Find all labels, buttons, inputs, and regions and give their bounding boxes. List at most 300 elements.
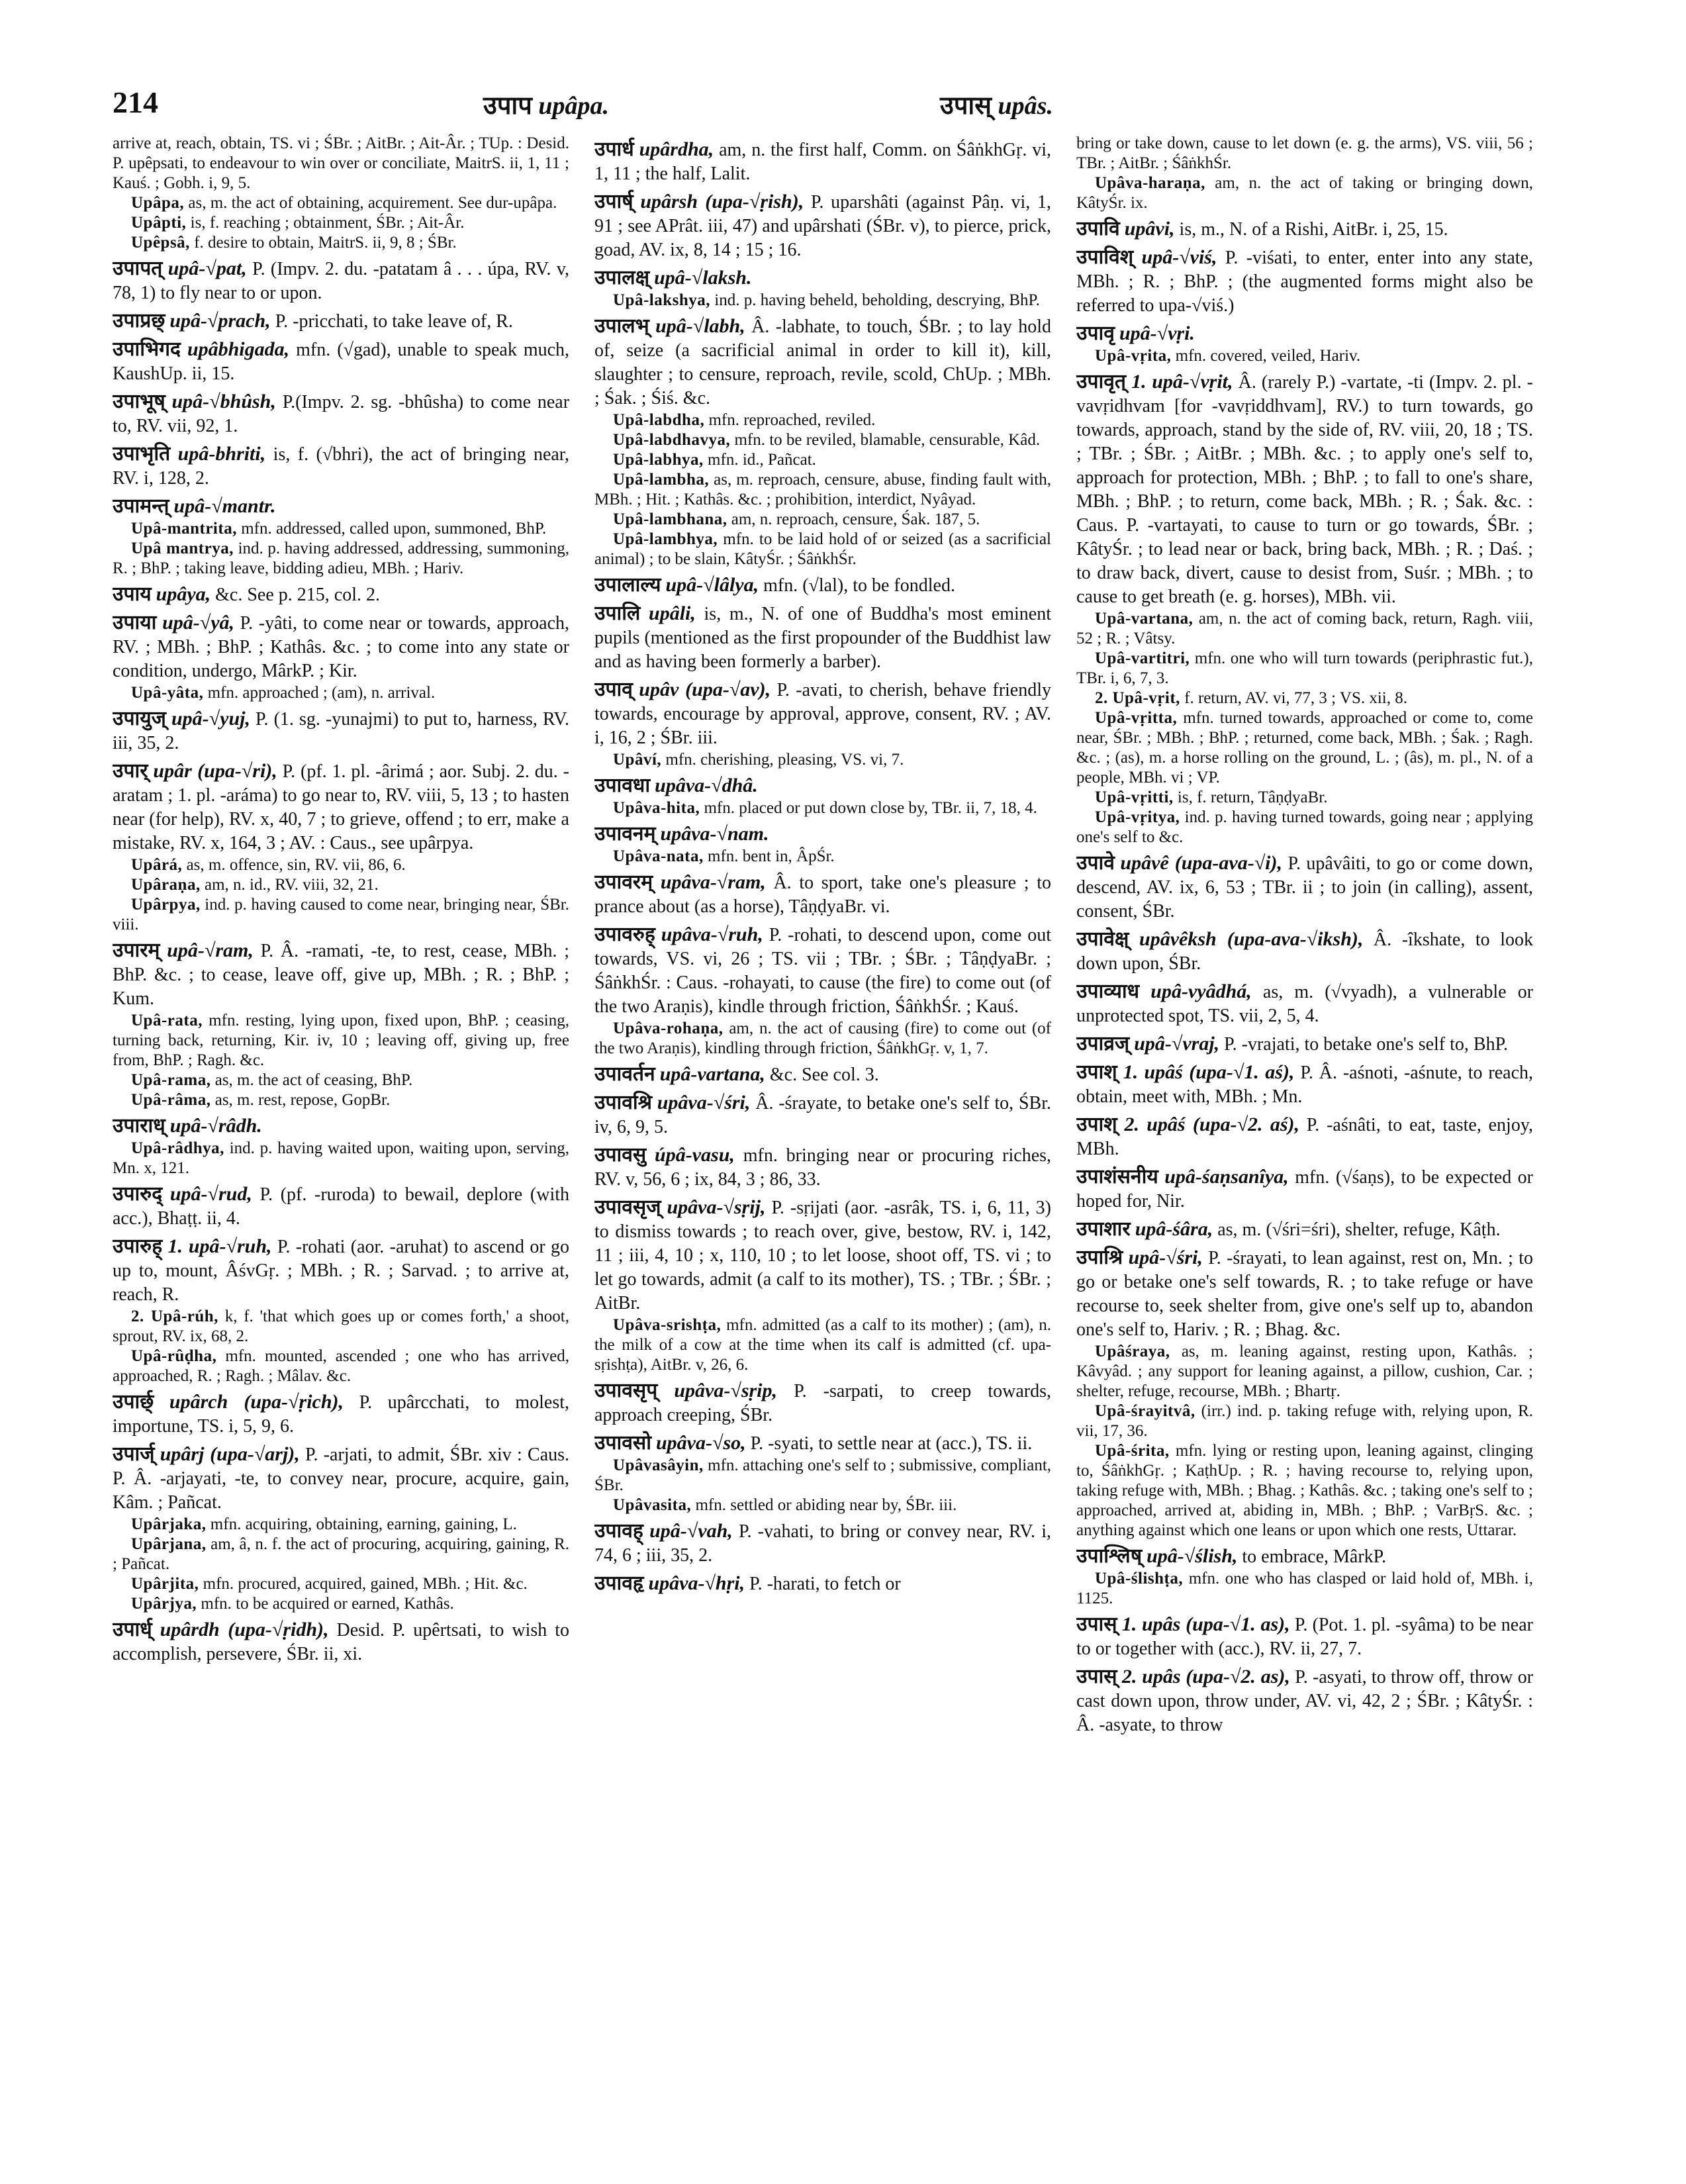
entry-definition: as, m. (√vyadh), a vulnerable or unprotected spot, TS. vii, 2, 5, 4. bbox=[1076, 982, 1533, 1026]
entry-definition: mfn. lying or resting upon, leaning against, clinging to, ŚâṅkhGṛ. ; KaṭhUp. ; R. ; having recourse to, relying upon, taking refuge with, MBh. ; Bhag. ; Kathâs. &c. ; taking one's self to ; approached, arrived at, abiding in, MBh. ; BhP. ; VarBṛS. &c. ; anything against which one leans or upon which one rests, Uttarar. bbox=[1076, 1442, 1533, 1539]
dictionary-page bbox=[113, 85, 1536, 2150]
sub-entry bbox=[1076, 346, 1533, 366]
headword-transliteration: upâvê (upa-ava-√i), bbox=[1120, 852, 1282, 874]
headword-devanagari: उपालि bbox=[594, 602, 641, 625]
headword-devanagari: उपाय bbox=[113, 583, 152, 606]
entry-definition: P. -yâti, to come near or towards, approach, RV. ; MBh. ; BhP. ; Kathâs. &c. ; to come into any state or condition, undergo, MârkP. ; Kir. bbox=[113, 613, 569, 681]
dictionary-entry bbox=[113, 939, 569, 1011]
dictionary-entry bbox=[1076, 217, 1533, 242]
entry-definition: am, n. the first half, Comm. on ŚâṅkhGṛ. vi, 1, 11 ; the half, Lalit. bbox=[594, 140, 1051, 184]
sub-entry-headword: Upâ-śrita, bbox=[1095, 1442, 1170, 1460]
sub-entry-headword: Upâpti, bbox=[131, 214, 187, 232]
headword-transliteration: upâ-√yâ, bbox=[162, 612, 235, 634]
sub-entry bbox=[113, 519, 569, 539]
sub-entry bbox=[113, 1515, 569, 1535]
entry-definition: P. (pf. 1. pl. -ârimá ; aor. Subj. 2. du. -aratam ; 1. pl. -aráma) to go near to, RV. viii, 5, 13 ; to hasten near (for help), RV. x, 40, 7 ; to grieve, offend ; to err, make a mistake, RV. x, 164, 3 ; AV. : Caus., see upârpya. bbox=[113, 761, 569, 853]
headword-devanagari: उपावृ bbox=[1076, 322, 1115, 345]
dictionary-entry bbox=[113, 583, 569, 607]
sub-entry-headword: Upêpsâ, bbox=[131, 234, 190, 252]
headword-transliteration: upâva-√hṛi, bbox=[648, 1572, 745, 1594]
dictionary-entry bbox=[113, 707, 569, 755]
headword-devanagari: उपावहृ bbox=[594, 1572, 644, 1595]
headword-transliteration: upâ-√vṛi. bbox=[1119, 322, 1195, 344]
sub-entry bbox=[594, 510, 1051, 530]
sub-entry-headword: Upârjana, bbox=[131, 1535, 207, 1553]
headword-transliteration: upâ-√lâlya, bbox=[665, 574, 759, 596]
dictionary-entry bbox=[594, 1519, 1051, 1568]
running-head-right-transliteration: upâs. bbox=[998, 92, 1053, 120]
headword-devanagari: उपावसृप् bbox=[594, 1379, 658, 1402]
headword-transliteration: upâ-√vraj, bbox=[1134, 1033, 1220, 1055]
headword-transliteration: 1. upâś (upa-√1. aś), bbox=[1123, 1061, 1295, 1083]
dictionary-entry bbox=[1076, 851, 1533, 924]
headword-devanagari: उपामन्त् bbox=[113, 495, 169, 518]
headword-devanagari: उपावेक्ष् bbox=[1076, 927, 1129, 951]
headword-devanagari: उपार्छ् bbox=[113, 1390, 154, 1413]
headword-transliteration: upâva-√sṛij, bbox=[667, 1196, 766, 1218]
sub-entry bbox=[1076, 808, 1533, 847]
column-3 bbox=[1076, 134, 1533, 2146]
dictionary-entry bbox=[113, 611, 569, 683]
headword-transliteration: upâ-√śri, bbox=[1128, 1247, 1203, 1268]
sub-entry-headword: Upâ-vṛitti, bbox=[1095, 788, 1174, 806]
dictionary-entry bbox=[594, 822, 1051, 847]
sub-entry bbox=[594, 291, 1051, 310]
entry-definition: P.(Impv. 2. sg. -bhûsha) to come near to, RV. vii, 92, 1. bbox=[113, 392, 569, 436]
sub-entry-headword: Upâvasâyin, bbox=[613, 1456, 704, 1474]
entry-definition: as, m. rest, repose, GopBr. bbox=[214, 1091, 391, 1109]
entry-definition: is, m., N. of a Rishi, AitBr. i, 25, 15. bbox=[1179, 219, 1448, 240]
headword-transliteration: upâ-bhriti, bbox=[177, 443, 266, 465]
dictionary-entry bbox=[1076, 1613, 1533, 1661]
entry-definition: (irr.) ind. p. taking refuge with, relying upon, R. vii, 17, 36. bbox=[1076, 1402, 1533, 1440]
dictionary-entry bbox=[113, 309, 569, 334]
entry-definition: am, n. the act of causing (fire) to come out (of the two Araṇis), kindling through friction, ŚâṅkhGṛ. v, 1, 7. bbox=[594, 1020, 1051, 1057]
sub-entry-headword: Upâ-śrayitvâ, bbox=[1095, 1402, 1195, 1420]
headword-devanagari: उपावनम् bbox=[594, 822, 656, 845]
headword-devanagari: उपारम् bbox=[113, 939, 160, 962]
headword-transliteration: úpâ-vasu, bbox=[655, 1144, 735, 1166]
headword-devanagari: उपाप्रछ् bbox=[113, 309, 165, 332]
headword-transliteration: upâ-√râdh. bbox=[169, 1115, 262, 1137]
dictionary-entry bbox=[594, 1143, 1051, 1192]
sub-entry bbox=[113, 213, 569, 233]
entry-definition: Â. to sport, take one's pleasure ; to prance about (as a horse), TâṇḍyaBr. vi. bbox=[594, 873, 1051, 917]
headword-devanagari: उपाशार bbox=[1076, 1217, 1131, 1241]
dictionary-entry bbox=[594, 314, 1051, 410]
dictionary-entry bbox=[113, 1114, 569, 1139]
headword-transliteration: upâvi, bbox=[1124, 218, 1175, 240]
headword-transliteration: upâ-√labh, bbox=[655, 315, 745, 337]
headword-transliteration: upâ-vyâdhá, bbox=[1150, 980, 1252, 1002]
sub-entry bbox=[113, 1090, 569, 1110]
column-1 bbox=[113, 134, 569, 2146]
dictionary-entry bbox=[594, 1379, 1051, 1427]
entry-definition: as, m. the act of obtaining, acquirement. See dur-upâpa. bbox=[188, 194, 557, 212]
running-head-right-devanagari: उपास् bbox=[940, 91, 992, 120]
entry-definition: as, m. reproach, censure, abuse, finding fault with, MBh. ; Hit. ; Kathâs. &c. ; prohibition, interdict, Nyâyad. bbox=[594, 471, 1051, 508]
headword-transliteration: upârsh (upa-√ṛish), bbox=[640, 191, 804, 213]
headword-transliteration: upâ-śaṇsanîya, bbox=[1164, 1166, 1289, 1188]
dictionary-entry bbox=[1076, 1113, 1533, 1161]
sub-entry bbox=[1076, 173, 1533, 213]
dictionary-entry bbox=[594, 266, 1051, 291]
sub-entry bbox=[113, 683, 569, 703]
sub-entry-headword: Upâ-lambhya, bbox=[613, 530, 718, 548]
headword-devanagari: उपाभूष् bbox=[113, 390, 165, 413]
dictionary-entry bbox=[1076, 980, 1533, 1028]
headword-transliteration: upâv (upa-√av), bbox=[639, 679, 771, 700]
dictionary-entry bbox=[594, 774, 1051, 798]
sub-entry-headword: Upâvasita, bbox=[613, 1496, 692, 1514]
headword-transliteration: upâ-√rud, bbox=[169, 1183, 252, 1205]
headword-devanagari: उपारुद् bbox=[113, 1182, 163, 1206]
headword-transliteration: upâ-√pat, bbox=[167, 258, 247, 279]
sub-entry-headword: Upâ-ślishṭa, bbox=[1095, 1570, 1184, 1588]
sub-entry bbox=[1076, 1342, 1533, 1401]
sub-entry bbox=[1076, 788, 1533, 808]
dictionary-entry bbox=[113, 442, 569, 491]
entry-definition: mfn. (√lal), to be fondled. bbox=[763, 575, 955, 596]
entry-definition: Â. -îkshate, to look down upon, ŚBr. bbox=[1076, 929, 1533, 974]
sub-entry-headword: 2. Upâ-vṛit, bbox=[1095, 689, 1180, 707]
sub-entry-headword: Upâ-rûḍha, bbox=[131, 1347, 217, 1365]
entry-definition: P. -śrayati, to lean against, rest on, Mn. ; to go or betake one's self towards, R. ; to take refuge or have recourse to, seek shelter from, give one's self up to, abandon one's self to, Hariv. ; R. ; Bhag. &c. bbox=[1076, 1248, 1533, 1340]
entry-definition: P. -harati, to fetch or bbox=[749, 1574, 901, 1594]
sub-entry bbox=[1076, 649, 1533, 688]
entry-definition: mfn. to be acquired or earned, Kathâs. bbox=[201, 1595, 454, 1613]
headword-transliteration: 1. upâ-√ruh, bbox=[167, 1235, 272, 1257]
headword-devanagari: उपावश्रि bbox=[594, 1091, 652, 1114]
headword-transliteration: upâvêksh (upa-ava-√iksh), bbox=[1139, 928, 1364, 950]
headword-devanagari: उपास् bbox=[1076, 1665, 1117, 1688]
dictionary-entry bbox=[594, 1091, 1051, 1139]
dictionary-entry bbox=[1076, 1165, 1533, 1213]
sub-entry bbox=[113, 233, 569, 253]
entry-definition: is, f. return, TâṇḍyaBr. bbox=[1177, 788, 1328, 806]
sub-entry-headword: Upâ-vartana, bbox=[1095, 610, 1194, 628]
headword-devanagari: उपाभिगद bbox=[113, 338, 181, 361]
entry-definition: P. (1. sg. -yunajmi) to put to, harness, RV. iii, 35, 2. bbox=[113, 709, 569, 753]
headword-devanagari: उपाशंसनीय bbox=[1076, 1165, 1158, 1188]
sub-entry-headword: Upârjya, bbox=[131, 1595, 197, 1613]
sub-entry bbox=[113, 1011, 569, 1070]
sub-entry bbox=[1076, 1569, 1533, 1609]
sub-entry-headword: Upârá, bbox=[131, 856, 183, 874]
dictionary-entry bbox=[594, 602, 1051, 674]
entry-definition: mfn. mounted, ascended ; one who has arrived, approached, R. ; Ragh. ; Mâlav. &c. bbox=[113, 1347, 569, 1385]
headword-devanagari: उपापत् bbox=[113, 257, 163, 280]
dictionary-entry bbox=[1076, 927, 1533, 976]
entry-definition: ind. p. having addressed, addressing, summoning, R. ; BhP. ; taking leave, bidding adieu, MBh. ; Hariv. bbox=[113, 540, 569, 577]
page-header bbox=[113, 85, 1536, 131]
column-container bbox=[113, 134, 1536, 2146]
headword-devanagari: उपावसो bbox=[594, 1431, 651, 1454]
headword-transliteration: upâ-√yuj, bbox=[171, 708, 250, 730]
entry-definition: P. -vrajati, to betake one's self to, BhP. bbox=[1224, 1034, 1509, 1055]
entry-definition: P. Â. -ramati, -te, to rest, cease, MBh. ; BhP. &c. ; to cease, leave off, give up, MBh. ; R. ; BhP. ; Kum. bbox=[113, 941, 569, 1009]
headword-devanagari: उपालभ् bbox=[594, 314, 649, 338]
headword-transliteration: upâya, bbox=[156, 583, 211, 605]
headword-transliteration: 1. upâ-√vṛit, bbox=[1131, 371, 1233, 393]
dictionary-entry bbox=[1076, 1665, 1533, 1737]
sub-entry-headword: Upâ-labdhavya, bbox=[613, 431, 731, 449]
sub-entry bbox=[594, 1456, 1051, 1496]
headword-transliteration: 1. upâs (upa-√1. as), bbox=[1121, 1613, 1290, 1635]
headword-devanagari: उपालक्ष् bbox=[594, 266, 650, 289]
entry-definition: as, m. offence, sin, RV. vii, 86, 6. bbox=[186, 856, 406, 874]
entry-definition: f. return, AV. vi, 77, 3 ; VS. xii, 8. bbox=[1184, 689, 1407, 707]
headword-transliteration: upâ-śâra, bbox=[1135, 1218, 1213, 1240]
sub-entry-headword: Upârpya, bbox=[131, 896, 201, 914]
entry-definition: P. -vahati, to bring or convey near, RV. i, 74, 6 ; iii, 35, 2. bbox=[594, 1521, 1051, 1566]
dictionary-entry bbox=[113, 390, 569, 438]
sub-entry-headword: Upâ-vṛitta, bbox=[1095, 709, 1178, 727]
dictionary-entry bbox=[113, 338, 569, 386]
sub-entry bbox=[113, 1070, 569, 1090]
entry-definition: as, m. (√śri=śri), shelter, refuge, Kâṭh. bbox=[1217, 1219, 1501, 1240]
dictionary-entry bbox=[594, 1063, 1051, 1087]
headword-devanagari: उपार्ष् bbox=[594, 190, 633, 213]
dictionary-entry bbox=[1076, 1032, 1533, 1057]
headword-transliteration: upâ-√ślish, bbox=[1147, 1545, 1238, 1567]
headword-transliteration: upâli, bbox=[649, 602, 696, 624]
entry-definition: P. -asyati, to throw off, throw or cast down upon, throw under, AV. vi, 42, 2 ; ŚBr. ; KâtyŚr. : Â. -asyate, to throw bbox=[1076, 1667, 1533, 1735]
headword-devanagari: उपार्ध् bbox=[113, 1618, 152, 1641]
entry-definition: P. -arjati, to admit, ŚBr. xiv : Caus. P. Â. -arjayati, -te, to convey near, procure, acquire, gain, Kâm. ; Pañcat. bbox=[113, 1445, 569, 1513]
sub-entry-headword: Upâ-vṛita, bbox=[1095, 347, 1172, 365]
entry-definition: P. uparshâti (against Pâṇ. vi, 1, 91 ; see APrât. iii, 47) and upârshati (ŚBr. v), to pierce, prick, goad, AV. ix, 8, 14 ; 15 ; 16. bbox=[594, 192, 1051, 260]
entry-definition: mfn. approached ; (am), n. arrival. bbox=[207, 684, 436, 702]
headword-devanagari: उपावरुह् bbox=[594, 923, 655, 946]
dictionary-entry bbox=[594, 190, 1051, 262]
entry-definition: P. -aśnâti, to eat, taste, enjoy, MBh. bbox=[1076, 1115, 1533, 1159]
sub-entry bbox=[594, 750, 1051, 770]
entry-definition: f. desire to obtain, MaitrS. ii, 9, 8 ; ŚBr. bbox=[194, 234, 457, 252]
entry-definition: P. -rohati, to descend upon, come out towards, VS. vi, 26 ; TS. vii ; TBr. ; ŚBr. ; TâṇḍyaBr. ; ŚâṅkhŚr. : Caus. -rohayati, to cause (the fire) to come out (of the two Araṇis), kindle through friction, ŚâṅkhŚr. ; Kauś. bbox=[594, 925, 1051, 1017]
dictionary-entry bbox=[594, 1431, 1051, 1456]
headword-transliteration: upâva-√sṛip, bbox=[674, 1380, 777, 1401]
sub-entry bbox=[594, 450, 1051, 470]
entry-definition: mfn. bringing near or procuring riches, RV. v, 56, 6 ; ix, 84, 3 ; 86, 33. bbox=[594, 1145, 1051, 1190]
headword-transliteration: upârj (upa-√arj), bbox=[160, 1443, 300, 1465]
headword-devanagari: उपावे bbox=[1076, 851, 1115, 875]
sub-entry-headword: Upâ-vṛitya, bbox=[1095, 808, 1180, 826]
entry-definition: am, n. id., RV. viii, 32, 21. bbox=[204, 876, 379, 894]
headword-transliteration: 2. upâś (upa-√2. aś), bbox=[1124, 1114, 1299, 1135]
sub-entry-headword: Upâ-labdha, bbox=[613, 411, 705, 429]
sub-entry-headword: Upâva-rohaṇa, bbox=[613, 1020, 724, 1037]
sub-entry-headword: Upâpa, bbox=[131, 194, 185, 212]
entry-definition: is, f. (√bhri), the act of bringing near, RV. i, 128, 2. bbox=[113, 444, 569, 489]
dictionary-entry bbox=[594, 138, 1051, 186]
entry-definition: Â. (rarely P.) -vartate, -ti (Impv. 2. pl. -vavṛidhvam [for -vavṛiddhvam], RV.) to turn towards, go towards, approach, stand by the side of, RV. viii, 20, 18 ; TS. ; TBr. ; ŚBr. ; AitBr. ; MBh. &c. ; to apply one's self to, approach for protection, MBh. ; BhP. ; to fall to one's share, MBh. ; BhP. ; to return, come back, MBh. ; R. ; Śak. &c. : Caus. P. -vartayati, to cause to turn or go towards, ŚBr. ; KâtyŚr. ; to lead near or back, bring back, MBh. ; R. ; Daś. ; to draw back, divert, cause to desist from, Suśr. ; MBh. ; to cause to get breath (e. g. horses), MBh. vii. bbox=[1076, 372, 1533, 607]
entry-definition: mfn. admitted (as a calf to its mother) ; (am), n. the milk of a cow at the time when its calf is admitted (cf. upa-sṛishṭa), AitBr. v, 26, 6. bbox=[594, 1316, 1051, 1374]
dictionary-entry bbox=[113, 495, 569, 519]
sub-entry bbox=[113, 1347, 569, 1386]
sub-entry bbox=[594, 1019, 1051, 1059]
headword-transliteration: upâr (upa-√ri), bbox=[153, 760, 277, 782]
headword-transliteration: upâbhigada, bbox=[187, 338, 290, 360]
headword-devanagari: उपावह् bbox=[594, 1519, 643, 1543]
headword-devanagari: उपाव्याध bbox=[1076, 980, 1140, 1003]
entry-definition: ind. p. having caused to come near, bringing near, ŚBr. viii. bbox=[113, 896, 569, 933]
headword-transliteration: upâva-√ram, bbox=[660, 871, 766, 893]
headword-transliteration: upâva-√śri, bbox=[657, 1092, 751, 1114]
entry-definition: P. -sṛijati (aor. -asrâk, TS. i, 6, 11, 3) to dismiss towards ; to reach over, give, bestow, RV. i, 142, 11 ; iii, 4, 10 ; x, 110, 10 ; to let loose, shoot off, TS. vi ; to let go towards, admit (a calf to its mother), TS. ; TBr. ; ŚBr. ; AitBr. bbox=[594, 1198, 1051, 1313]
entry-definition: mfn. to be reviled, blamable, censurable, Kâd. bbox=[734, 431, 1041, 449]
headword-devanagari: उपावसृज् bbox=[594, 1196, 661, 1219]
sub-entry bbox=[594, 430, 1051, 450]
sub-entry-headword: Upâ-labhya, bbox=[613, 451, 704, 469]
sub-entry-headword: Upârjita, bbox=[131, 1575, 199, 1593]
sub-entry bbox=[594, 1496, 1051, 1515]
sub-entry-headword: Upâ-râma, bbox=[131, 1091, 211, 1109]
dictionary-entry bbox=[594, 923, 1051, 1019]
entry-definition: mfn. reproached, reviled. bbox=[708, 411, 876, 429]
entry-definition: am, n. reproach, censure, Śak. 187, 5. bbox=[731, 510, 980, 528]
headword-devanagari: उपावधा bbox=[594, 774, 651, 797]
headword-devanagari: उपार् bbox=[113, 759, 148, 783]
dictionary-entry bbox=[113, 1235, 569, 1307]
sub-entry bbox=[594, 530, 1051, 569]
entry-definition: mfn. to be laid hold of or seized (as a sacrificial animal) ; to be slain, KâtyŚr. ; ŚâṅkhŚr. bbox=[594, 530, 1051, 568]
dictionary-entry bbox=[594, 678, 1051, 750]
headword-devanagari: उपावर्तन bbox=[594, 1063, 655, 1086]
sub-entry bbox=[113, 1535, 569, 1574]
entry-definition: am, n. the act of taking or bringing down, KâtyŚr. ix. bbox=[1076, 174, 1533, 212]
headword-transliteration: upâ-√prach, bbox=[169, 310, 271, 332]
sub-entry-headword: Upâva-nata, bbox=[613, 847, 704, 865]
sub-entry bbox=[594, 798, 1051, 818]
entry-definition: is, m., N. of one of Buddha's most eminent pupils (mentioned as the first propounder of the Buddhist law and as having been formerly a barber). bbox=[594, 604, 1051, 672]
entry-definition: P. (pf. -ruroda) to bewail, deplore (with acc.), Bhaṭṭ. ii, 4. bbox=[113, 1184, 569, 1229]
entry-definition: mfn. id., Pañcat. bbox=[708, 451, 816, 469]
column-2 bbox=[594, 134, 1051, 2146]
entry-definition: mfn. procured, acquired, gained, MBh. ; Hit. &c. bbox=[203, 1575, 528, 1593]
headword-devanagari: उपास् bbox=[1076, 1613, 1117, 1636]
dictionary-entry bbox=[113, 1182, 569, 1231]
headword-transliteration: upâva-√nam. bbox=[660, 823, 769, 845]
headword-transliteration: upâva-√so, bbox=[655, 1432, 746, 1454]
headword-transliteration: upâ-√mantr. bbox=[173, 495, 276, 517]
entry-definition: mfn. bent in, ÂpŚr. bbox=[708, 847, 835, 865]
entry-definition: Â. -śrayate, to betake one's self to, ŚBr. iv, 6, 9, 5. bbox=[594, 1093, 1051, 1137]
headword-transliteration: upâ-√viś, bbox=[1141, 246, 1217, 268]
sub-entry bbox=[113, 193, 569, 213]
entry-definition: am, n. the act of coming back, return, Ragh. viii, 52 ; R. ; Vâtsy. bbox=[1076, 610, 1533, 647]
headword-transliteration: upâva-√ruh, bbox=[661, 924, 763, 945]
headword-devanagari: उपाश्रि bbox=[1076, 1246, 1123, 1269]
headword-devanagari: उपाव्रज् bbox=[1076, 1032, 1130, 1055]
entry-definition: ind. p. having turned towards, going near ; applying one's self to &c. bbox=[1076, 808, 1533, 846]
entry-definition: mfn. addressed, called upon, summoned, BhP. bbox=[241, 520, 547, 538]
entry-definition: mfn. acquiring, obtaining, earning, gaining, L. bbox=[210, 1515, 517, 1533]
sub-entry-headword: 2. Upâ-rúh, bbox=[131, 1307, 218, 1325]
entry-continuation: bring or take down, cause to let down (e. g. the arms), VS. viii, 56 ; TBr. ; AitBr. ; ŚâṅkhŚr. bbox=[1076, 134, 1533, 172]
entry-definition: P. -rohati (aor. -aruhat) to ascend or go up to, mount, ÂśvGṛ. ; MBh. ; R. ; Sarvad. ; to arrive at, reach, R. bbox=[113, 1237, 569, 1305]
entry-definition: P. -sarpati, to creep towards, approach creeping, ŚBr. bbox=[594, 1381, 1051, 1425]
entry-definition: k, f. 'that which goes up or comes forth,' a shoot, sprout, RV. ix, 68, 2. bbox=[113, 1307, 569, 1345]
entry-definition: mfn. covered, veiled, Hariv. bbox=[1175, 347, 1361, 365]
dictionary-entry bbox=[594, 1572, 1051, 1596]
sub-entry bbox=[1076, 688, 1533, 708]
dictionary-entry bbox=[113, 1618, 569, 1666]
sub-entry bbox=[1076, 1441, 1533, 1541]
entry-definition: mfn. attaching one's self to ; submissive, compliant, ŚBr. bbox=[594, 1456, 1051, 1494]
sub-entry bbox=[113, 895, 569, 935]
sub-entry-headword: Upâ-râdhya, bbox=[131, 1139, 224, 1157]
headword-devanagari: उपायुज् bbox=[113, 707, 166, 730]
headword-devanagari: उपालाल्य bbox=[594, 573, 661, 596]
headword-devanagari: उपाव् bbox=[594, 678, 633, 701]
entry-definition: is, f. reaching ; obtainment, ŚBr. ; Ait-Âr. bbox=[190, 214, 465, 232]
headword-devanagari: उपाराध् bbox=[113, 1114, 165, 1137]
entry-definition: P. Â. -aśnoti, -aśnute, to reach, obtain, meet with, MBh. ; Mn. bbox=[1076, 1063, 1533, 1107]
sub-entry-headword: Upâ-lambhana, bbox=[613, 510, 727, 528]
headword-transliteration: upârdha, bbox=[639, 138, 714, 160]
headword-transliteration: 2. upâs (upa-√2. as), bbox=[1121, 1666, 1290, 1687]
sub-entry bbox=[113, 855, 569, 875]
sub-entry-headword: Upâva-srishṭa, bbox=[613, 1316, 722, 1334]
headword-transliteration: upâva-√dhâ. bbox=[655, 775, 758, 796]
sub-entry-headword: Upâ-mantrita, bbox=[131, 520, 237, 538]
entry-definition: mfn. (√śaṇs), to be expected or hoped for, Nir. bbox=[1076, 1167, 1533, 1211]
entry-definition: as, m. the act of ceasing, BhP. bbox=[214, 1071, 413, 1089]
entry-definition: mfn. turned towards, approached or come to, come near, ŚBr. ; MBh. ; BhP. ; returned, come back, MBh. ; Śak. ; Ragh. &c. ; (as), m. a horse rolling on the ground, L. ; (âs), m. pl., N. of a people, MBh. vi ; VP. bbox=[1076, 709, 1533, 786]
sub-entry bbox=[594, 847, 1051, 867]
entry-definition: mfn. settled or abiding near by, ŚBr. iii. bbox=[695, 1496, 957, 1514]
running-head-right bbox=[940, 87, 1053, 122]
dictionary-entry bbox=[594, 1196, 1051, 1315]
dictionary-entry bbox=[1076, 1544, 1533, 1569]
headword-transliteration: upâ-√ram, bbox=[167, 939, 254, 961]
entry-definition: mfn. placed or put down close by, TBr. ii, 7, 18, 4. bbox=[704, 799, 1037, 817]
sub-entry bbox=[113, 539, 569, 579]
entry-definition: P. upâvâiti, to go or come down, descend, AV. ix, 6, 53 ; TBr. ii ; to join (in calling), assent, consent, ŚBr. bbox=[1076, 853, 1533, 922]
sub-entry-headword: Upârjaka, bbox=[131, 1515, 207, 1533]
entry-definition: Desid. P. upêrtsati, to wish to accomplish, persevere, ŚBr. ii, xi. bbox=[113, 1620, 569, 1664]
headword-devanagari: उपाविश् bbox=[1076, 246, 1134, 269]
dictionary-entry bbox=[1076, 1217, 1533, 1242]
headword-devanagari: उपार्ज् bbox=[113, 1443, 155, 1466]
running-head-left-transliteration: upâpa. bbox=[538, 92, 609, 120]
sub-entry bbox=[113, 1594, 569, 1614]
dictionary-entry bbox=[594, 871, 1051, 919]
sub-entry bbox=[113, 1574, 569, 1594]
entry-definition: &c. See col. 3. bbox=[769, 1065, 879, 1085]
entry-definition: mfn. one who will turn towards (periphrastic fut.), TBr. i, 6, 7, 3. bbox=[1076, 649, 1533, 687]
headword-devanagari: उपाश् bbox=[1076, 1113, 1117, 1136]
headword-transliteration: upârch (upa-√ṛich), bbox=[169, 1391, 344, 1413]
entry-definition: mfn. one who has clasped or laid hold of, MBh. i, 1125. bbox=[1076, 1570, 1533, 1607]
headword-transliteration: upâ-vartana, bbox=[659, 1063, 765, 1085]
sub-entry-headword: Upâ-lakshya, bbox=[613, 291, 711, 309]
sub-entry-headword: Upâ-yâta, bbox=[131, 684, 204, 702]
entry-definition: mfn. cherishing, pleasing, VS. vi, 7. bbox=[665, 751, 904, 769]
sub-entry-headword: Upâ-rama, bbox=[131, 1071, 211, 1089]
headword-transliteration: upâ-√bhûsh, bbox=[171, 391, 276, 412]
entry-definition: P. -pricchati, to take leave of, R. bbox=[275, 311, 513, 332]
sub-entry-headword: Upâ mantrya, bbox=[131, 540, 234, 557]
dictionary-entry bbox=[1076, 1246, 1533, 1342]
dictionary-entry bbox=[1076, 246, 1533, 318]
sub-entry-headword: Upâ-vartitri, bbox=[1095, 649, 1190, 667]
headword-devanagari: उपाया bbox=[113, 611, 157, 634]
sub-entry bbox=[1076, 708, 1533, 788]
entry-definition: Â. -labhate, to touch, ŚBr. ; to lay hold of, seize (a sacrificial animal in order to kill it), kill, slaughter ; to censure, reproach, revile, scold, ChUp. ; MBh. ; Śak. ; Śiś. &c. bbox=[594, 316, 1051, 408]
entry-definition: P. upârcchati, to molest, importune, TS. i, 5, 9, 6. bbox=[113, 1392, 569, 1437]
